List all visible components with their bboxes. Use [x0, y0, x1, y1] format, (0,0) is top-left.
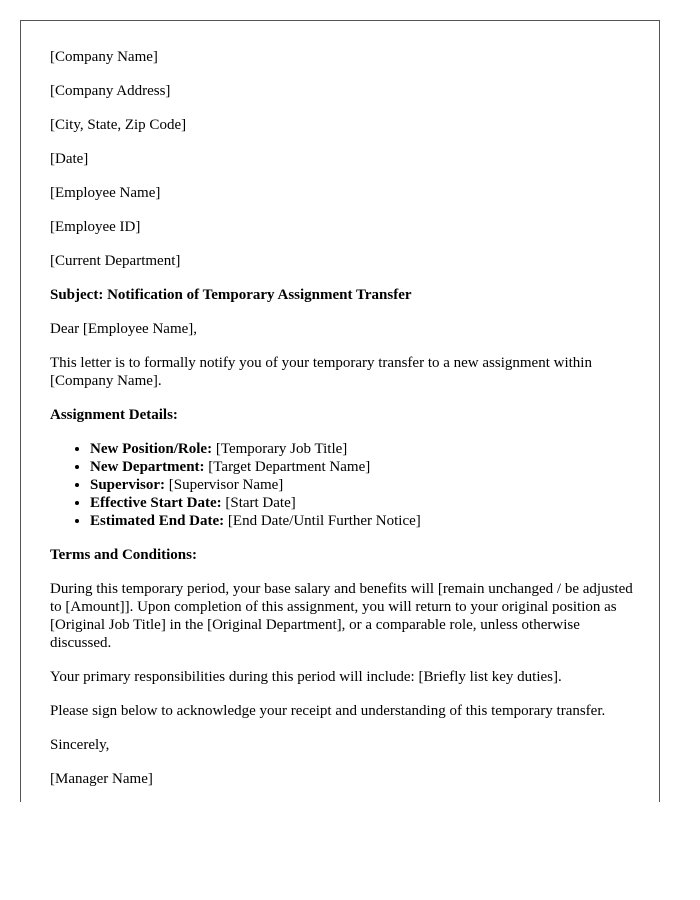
list-item [90, 476, 640, 494]
item-label: New Position/Role: [90, 441, 213, 457]
item-label: New Department: [90, 459, 205, 475]
terms-paragraph: During this temporary period, your base salary and benefits will [remain unchanged / be adjusted to [Amount]]. Upon completion of this assignment, you will return to your original position as [Original Job Title] in the [Original Department], or a comparable role, unless otherwise discussed. [50, 581, 633, 651]
list-item [90, 458, 640, 476]
closing: Sincerely, [50, 737, 110, 753]
subject-line [50, 286, 640, 304]
responsibilities-paragraph: Your primary responsibilities during this period will include: [Briefly list key duties]. [50, 669, 562, 685]
intro-paragraph: This letter is to formally notify you of your temporary transfer to a new assignment within [Company Name]. [50, 355, 592, 389]
item-value: [Start Date] [221, 495, 296, 511]
list-item [90, 494, 640, 512]
assignment-heading [50, 406, 640, 424]
item-value: [Supervisor Name] [165, 477, 284, 493]
item-label: Supervisor: [90, 477, 165, 493]
list-item [90, 512, 640, 530]
terms-heading [50, 546, 640, 564]
company-address: [Company Address] [50, 83, 171, 99]
employee-id: [Employee ID] [50, 219, 141, 235]
employee-name: [Employee Name] [50, 185, 161, 201]
list-item [90, 440, 640, 458]
item-label: Estimated End Date: [90, 513, 225, 529]
company-name: [Company Name] [50, 49, 158, 65]
terms-heading-text: Terms and Conditions: [50, 547, 197, 563]
letter-body [50, 48, 640, 802]
item-value: [Target Department Name] [204, 459, 371, 475]
subject-text: Subject: Notification of Temporary Assignment Transfer [50, 287, 412, 303]
assignment-list [50, 440, 640, 530]
city-state-zip: [City, State, Zip Code] [50, 117, 187, 133]
current-department: [Current Department] [50, 253, 181, 269]
manager-name: [Manager Name] [50, 771, 153, 787]
item-label: Effective Start Date: [90, 495, 222, 511]
item-value: [Temporary Job Title] [212, 441, 348, 457]
assignment-heading-text: Assignment Details: [50, 407, 178, 423]
item-value: [End Date/Until Further Notice] [224, 513, 421, 529]
letter-date: [Date] [50, 151, 89, 167]
acknowledge-paragraph: Please sign below to acknowledge your receipt and understanding of this temporary transfer. [50, 703, 606, 719]
letter-page [20, 20, 660, 802]
greeting: Dear [Employee Name], [50, 321, 198, 337]
